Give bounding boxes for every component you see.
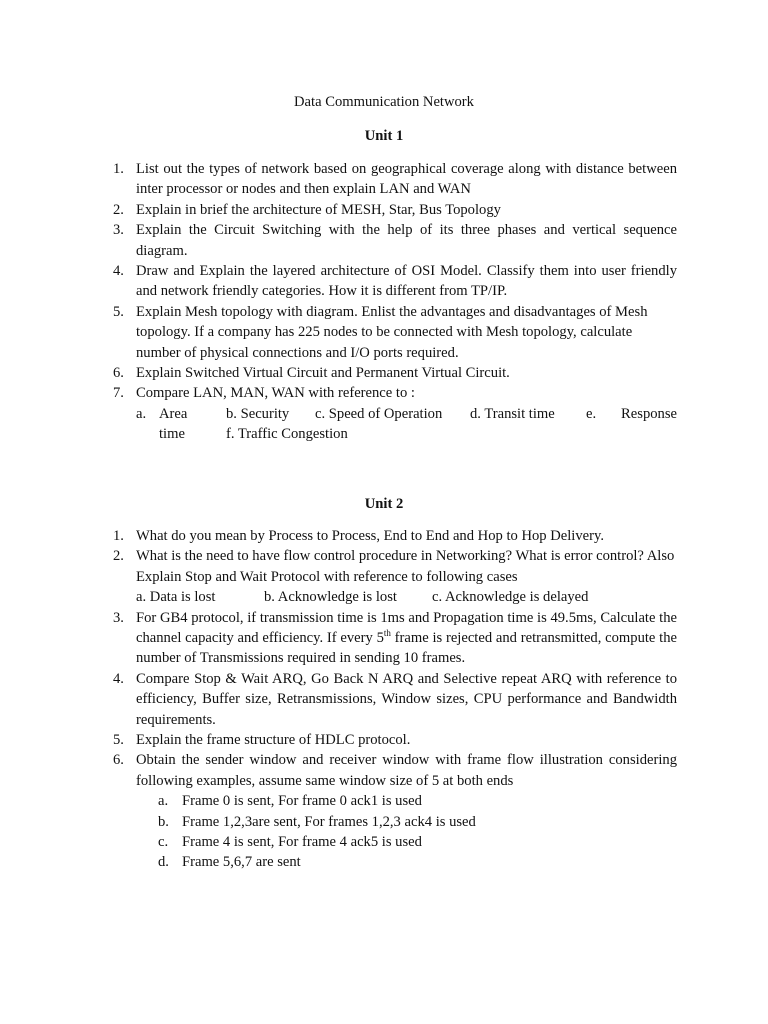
case-c: c. Acknowledge is delayed <box>432 589 589 606</box>
example-text: Frame 1,2,3are sent, For frames 1,2,3 ack4 is used <box>182 813 476 830</box>
question-number: 3. <box>113 609 124 626</box>
question-text: Explain Mesh topology with diagram. Enlist the advantages and disadvantages of Mesh topology. If a company has 225 nodes to be connected with Mesh topology, calculate number of physical connections and I/O ports required. <box>136 303 648 361</box>
unit-2-question-list <box>113 526 677 873</box>
example-text: Frame 5,6,7 are sent <box>182 854 301 871</box>
question-number: 2. <box>113 548 124 565</box>
case-a: a. Data is lost <box>136 589 216 606</box>
question-text: List out the types of network based on geographical coverage along with distance between inter processor or nodes and then explain LAN and WAN <box>136 161 677 198</box>
question-text: Compare LAN, MAN, WAN with reference to : <box>136 385 415 402</box>
question-number: 5. <box>113 732 124 749</box>
unit-1-question-6 <box>113 363 677 383</box>
question-text: Draw and Explain the layered architecture of OSI Model. Classify them into user friendly and network friendly categories. How it is different from TP/IP. <box>136 263 677 300</box>
option-f: f. Traffic Congestion <box>226 426 348 443</box>
question-text: Explain the frame structure of HDLC protocol. <box>136 732 411 749</box>
question-number: 2. <box>113 201 124 218</box>
document-title: Data Communication Network <box>294 94 474 110</box>
option-b: b. Security <box>226 405 290 422</box>
option-e-text: Response <box>621 405 677 422</box>
unit-2-question-1 <box>113 526 677 546</box>
error-cases-row <box>136 587 677 607</box>
question-text: What is the need to have flow control procedure in Networking? What is error control? Also Explain Stop and Wait Protocol with reference to following cases <box>136 548 675 585</box>
question-text: Compare Stop & Wait ARQ, Go Back N ARQ and Selective repeat ARQ with reference to efficiency, Buffer size, Retransmissions, Window sizes, CPU performance and Bandwidth requirements. <box>136 670 677 728</box>
unit-1-question-2 <box>113 200 677 220</box>
case-b: b. Acknowledge is lost <box>264 589 397 606</box>
unit-2-question-4 <box>113 669 677 730</box>
example-letter: a. <box>158 793 169 810</box>
unit-1-question-list <box>113 159 677 445</box>
example-item-d <box>158 852 677 872</box>
option-e-text-continued: time <box>159 426 185 443</box>
question-number: 6. <box>113 365 124 382</box>
option-d: d. Transit time <box>470 405 555 422</box>
unit-1-heading: Unit 1 <box>364 128 404 144</box>
unit-2-question-6 <box>113 750 677 872</box>
question-text-part-1: For GB4 protocol, if transmission time is 1ms and Propagation time is 49.5ms, Calculate the channel capacity and efficiency. If every 5 <box>136 609 677 647</box>
question-number: 4. <box>113 670 124 687</box>
option-c: c. Speed of Operation <box>315 405 443 422</box>
example-letter: c. <box>158 834 169 851</box>
unit-2-question-2 <box>113 546 677 607</box>
unit-2-question-5 <box>113 730 677 750</box>
question-number: 1. <box>113 528 124 544</box>
question-text <box>136 608 677 669</box>
example-list <box>136 791 677 873</box>
comparison-options-row-1 <box>136 404 677 424</box>
question-number: 7. <box>113 385 124 402</box>
unit-2-heading: Unit 2 <box>364 496 404 512</box>
example-text: Frame 4 is sent, For frame 4 ack5 is used <box>182 834 422 851</box>
unit-1-question-7 <box>113 383 677 444</box>
example-item-c <box>158 832 677 852</box>
question-number: 1. <box>113 161 124 177</box>
example-item-b <box>158 812 677 832</box>
question-number: 5. <box>113 303 124 320</box>
example-letter: b. <box>158 813 169 830</box>
unit-1-question-4 <box>113 261 677 302</box>
example-letter: d. <box>158 854 169 871</box>
unit-2-question-3 <box>113 608 677 669</box>
question-number: 6. <box>113 752 124 769</box>
option-e-letter: e. <box>586 405 597 422</box>
option-a-letter: a. <box>136 405 147 422</box>
unit-1-question-3 <box>113 220 677 261</box>
question-text: Explain the Circuit Switching with the help of its three phases and vertical sequence diagram. <box>136 222 677 259</box>
question-text: What do you mean by Process to Process, End to End and Hop to Hop Delivery. <box>136 528 604 544</box>
comparison-options-row-2 <box>136 424 677 444</box>
question-text: Explain Switched Virtual Circuit and Permanent Virtual Circuit. <box>136 365 510 382</box>
question-text: Obtain the sender window and receiver window with frame flow illustration considering following examples, assume same window size of 5 at both ends <box>136 752 677 789</box>
question-text: Explain in brief the architecture of MESH, Star, Bus Topology <box>136 201 501 218</box>
question-number: 3. <box>113 222 124 239</box>
question-number: 4. <box>113 263 124 280</box>
unit-1-question-5 <box>113 302 677 363</box>
question-text-part-2: frame is rejected and retransmitted, compute the number of Transmissions required in sending 10 frames. <box>136 630 677 667</box>
superscript-th: th <box>383 628 391 639</box>
example-item-a <box>158 791 677 811</box>
option-a-text: Area <box>159 405 188 422</box>
unit-1-question-1 <box>113 159 677 200</box>
example-text: Frame 0 is sent, For frame 0 ack1 is used <box>182 793 422 810</box>
